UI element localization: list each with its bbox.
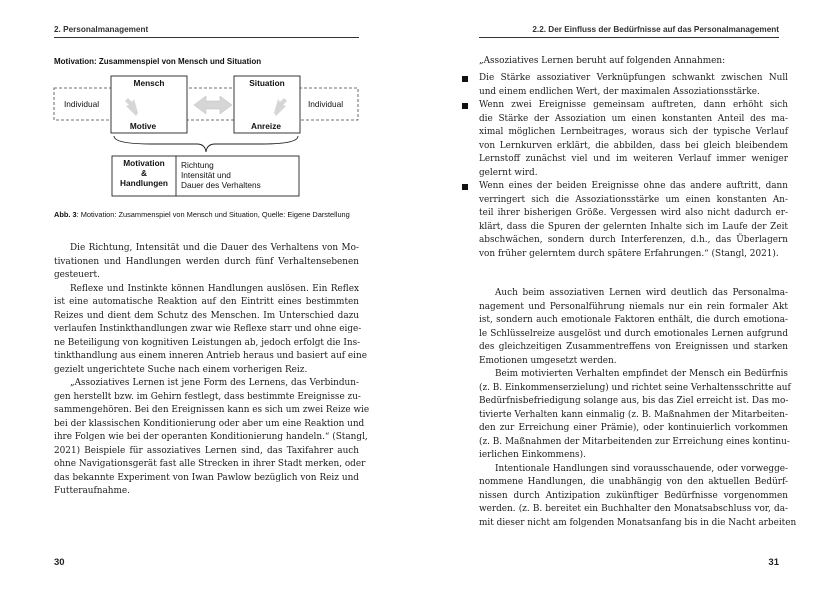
text-line: 2021) Beispiele für assoziatives Lernen sind, das Taxifahrer auch — [54, 445, 359, 456]
text-line: Die Stärke assoziativer Verknüpfungen schwankt zwischen Null — [479, 73, 788, 83]
text-line: Lernstoff zunächst viel und im weiteren Verlauf immer weniger — [479, 154, 788, 164]
text-line: tinkthandlung aus einem inneren Antrieb heraus und basiert auf eine — [54, 351, 367, 361]
text-line: Wenn eines der beiden Ereignisse ohne das andere auftritt, dann — [479, 181, 788, 191]
text-line: nissen durch Antizipation zukünftiger Bedürfnisse vorgenommen — [479, 490, 788, 501]
bullet-item — [479, 180, 788, 261]
bullet-item — [479, 72, 788, 99]
text-line: (z. B. Maßnahmen der Mitarbeitenden zur Erreichung eines kontinu- — [479, 436, 790, 447]
text-line: tivierte Verhalten kann einmalig (z. B. Maßnahmen der Mitarbeiten- — [479, 409, 788, 420]
text-line: des gleichzeitigen Zusammentreffens von Ereignissen und starken — [479, 342, 788, 352]
text-line: „Assoziatives Lernen ist jene Form des Lernens, das Verbindun- — [70, 378, 359, 388]
header-rule-right — [479, 37, 779, 38]
caption-text: : Motivation: Zusammenspiel von Mensch und Situation, Quelle: Eigene Darstellung — [76, 210, 350, 219]
label-motive: Motive — [129, 121, 157, 131]
intro-line: „Assoziatives Lernen beruht auf folgenden Annahmen: — [479, 56, 726, 66]
label-anreize: Anreize — [251, 121, 281, 131]
text-line: das bekannte Experiment von Iwan Pawlow bezüglich von Reiz und — [54, 472, 359, 483]
page-number-right: 31 — [768, 557, 779, 568]
text-line: ihre Folgen wie bei der operanten Konditionierung handeln.“ (Stangl, — [54, 432, 368, 442]
text-line: von Lernkurven erklärt, die abbilden, dass bei gleich bleibendem — [479, 140, 788, 151]
square-bullet-icon — [462, 76, 468, 82]
bullet-item — [479, 99, 788, 180]
right-body-text — [479, 287, 797, 530]
left-page — [0, 0, 419, 595]
double-arrow-icon — [194, 96, 232, 114]
text-line: Die Richtung, Intensität und die Dauer des Verhaltens von Mo- — [70, 243, 359, 253]
figure-title: Motivation: Zusammenspiel von Mensch und Situation — [54, 57, 262, 66]
figure-caption — [54, 209, 359, 220]
text-line: tivationen und Handlungen werden durch fünf Verhaltensebenen — [54, 256, 359, 267]
text-line: Bedürfnisbefriedigung solange aus, bis das Ziel erreicht ist. Das mo- — [479, 396, 789, 406]
paragraph — [479, 368, 791, 463]
text-line: den zur Erreichung einer Prämie), oder kontinuierlich vorkommen — [479, 423, 788, 433]
paragraph — [54, 242, 359, 283]
text-line: teil ihrer bisherigen Größe. Vergessen wird also nicht dadurch er- — [479, 208, 788, 218]
text-line: klärt, dass die Spuren der gelernten Inhalte sich im Laufe der Zeit — [479, 221, 788, 232]
text-line: Emotionen umgesetzt werden. — [479, 355, 617, 366]
text-line: gelernt wird. — [479, 167, 538, 178]
text-line: Auch beim assoziativen Lernen wird deutlich das Personalma- — [495, 288, 788, 298]
page-number-left: 30 — [54, 557, 65, 568]
text-line: le Schlüsselreize ausgelöst und durch emotionales Lernen aufgrund — [479, 328, 788, 339]
running-header-left: 2. Personalmanagement — [54, 25, 149, 34]
text-line: von früher gelerntem durch spätere Erfahrungen.“ (Stangl, 2021). — [479, 248, 779, 259]
running-header-right: 2.2. Der Einfluss der Bedürfnisse auf das Personalmanagement — [532, 25, 779, 34]
square-bullet-icon — [462, 103, 468, 109]
caption-label: Abb. 3 — [54, 210, 77, 219]
text-line: Intentionale Handlungen sind vorausschauende, oder vorwegge- — [495, 463, 788, 474]
text-line: Wenn zwei Ereignisse gemeinsam auftreten, dann erhöht sich — [479, 100, 788, 110]
text-line: gesteuert. — [54, 270, 100, 280]
text-line: werden. (z. B. bereitet ein Buchhalter den Monatsabschluss vor, da- — [479, 504, 788, 514]
text-line: bei der klassischen Konditionierung oder aber um eine Reaktion und — [54, 418, 365, 429]
text-line: ximal möglichen Lernbeitrages, woraus sich der typische Verlauf — [479, 127, 788, 137]
text-line: ierlichen Einkommens). — [479, 450, 586, 460]
paragraph — [54, 377, 370, 499]
text-line: abschwächen, sondern durch Interferenzen, d.h., das Überlagern — [479, 235, 788, 245]
label-richtung-3: Dauer des Verhaltens — [181, 180, 261, 190]
square-bullet-icon — [462, 184, 468, 190]
label-individual-right: Individual — [308, 99, 344, 109]
paragraph — [479, 287, 788, 368]
text-line: die Stärke der Assoziation um einen konstanten Anteil des ma- — [479, 113, 788, 124]
header-rule-left — [54, 37, 359, 38]
paragraph — [479, 463, 797, 531]
text-line: gen herstellt bzw. im Gehirn festlegt, dass bestimmte Ereignisse zu- — [54, 391, 361, 402]
text-line: ist, sondern auch emotionale Faktoren enthält, die durch emotiona- — [479, 315, 788, 325]
label-motivation-1: Motivation — [123, 158, 165, 168]
label-richtung-2: Intensität und — [181, 170, 231, 180]
text-line: verlaufen Instinkthandlungen zwar wie Reflexe starr und ohne eige- — [54, 324, 362, 334]
text-line: (z. B. Einkommenserzielung) und richtet seine Verhaltensschritte auf — [479, 382, 791, 393]
label-mensch: Mensch — [133, 78, 165, 88]
text-line: gezielt ungerichtete Suche nach einem vorherigen Reiz. — [54, 364, 308, 375]
label-richtung-1: Richtung — [181, 160, 214, 170]
text-line: mit dieser nicht am folgenden Monatsanfang bis in die Nacht arbeiten — [479, 517, 797, 528]
label-motivation-2: & — [141, 168, 147, 178]
text-line: sammengehören. Bei den Ereignissen kann es sich um zwei Reize wie — [54, 405, 370, 415]
text-line: Beim motivierten Verhalten empfindet der Mensch ein Bedürfnis — [495, 369, 788, 379]
left-body-text — [54, 242, 370, 499]
text-line: ne Beteiligung von kognitiven Leistungen ab, jedoch erfolgt die Ins- — [54, 337, 361, 348]
text-line: ohne Navigationsgerät fast alle Strecken in ihrer Stadt merken, oder — [54, 459, 366, 469]
text-line: nommene Handlungen, die unabhängig von den aktuellen Bedürf- — [479, 477, 788, 487]
label-motivation-3: Handlungen — [120, 178, 168, 188]
motivation-diagram — [52, 72, 362, 202]
text-line: nagement und Personalführung niemals nur ein rein formaler Akt — [479, 301, 788, 312]
text-line: verringert sich die Assoziationsstärke um einen konstanten An- — [479, 194, 788, 205]
paragraph — [54, 283, 367, 378]
text-line: und einem endlichen Wert, der maximalen Assoziationsstärke. — [479, 86, 760, 97]
text-line: Reizes und dient dem Schutz des Menschen. Im Unterschied dazu — [54, 310, 359, 321]
label-situation: Situation — [249, 78, 285, 88]
right-intro — [479, 55, 788, 69]
text-line: ist eine automatische Reaktion auf den Eintritt eines bestimmten — [54, 297, 359, 307]
label-individual-left: Individual — [64, 99, 100, 109]
text-line: Futteraufnahme. — [54, 486, 131, 496]
text-line: Reflexe und Instinkte können Handlungen auslösen. Ein Reflex — [70, 283, 359, 294]
bullet-list — [479, 72, 788, 261]
curly-brace — [114, 136, 298, 152]
